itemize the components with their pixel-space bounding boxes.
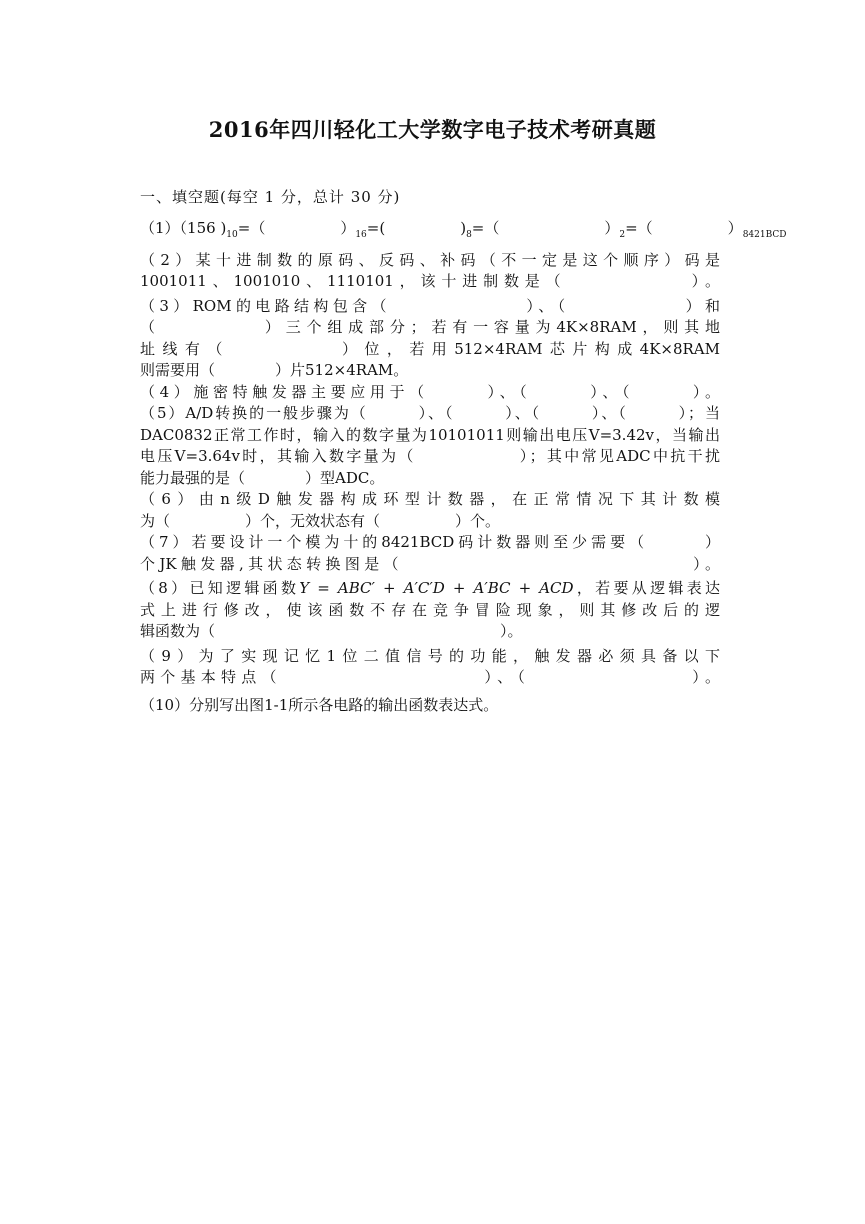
question-line: （5）A/D转换的一般步骤为（ ）、（ ）、（ ）、（ ）；当 — [140, 404, 720, 422]
question-line: 1001011、1001010、1110101，该十进制数是（ ）。 — [140, 272, 720, 290]
question-6 — [140, 489, 720, 532]
question-list — [140, 218, 787, 716]
section-heading: 一、填空题(每空 1 分，总计 30 分) — [140, 188, 401, 206]
question-line: （ ）三个组成部分；若有一容量为4K×8RAM，则其地 — [140, 318, 720, 336]
question-line: （2）某十进制数的原码、反码、补码（不一定是这个顺序）码是 — [140, 250, 720, 269]
question-line: （8）已知逻辑函数Y = ABC′ + A′C′D + A′BC + ACD，若要从逻辑表达 — [140, 579, 720, 597]
question-line: （9）为了实现记忆1位二值信号的功能，触发器必须具备以下 — [140, 646, 720, 665]
question-line: 个JK触发器,其状态转换图是（ ）。 — [140, 554, 720, 573]
page-title: 2016年四川轻化工大学数字电子技术考研真题 — [208, 117, 657, 142]
question-line: 则需要用（ ）片512×4RAM。 — [140, 361, 409, 379]
question-line: （4）施密特触发器主要应用于（ ）、（ ）、（ ）。 — [140, 382, 720, 401]
question-line: 电压V=3.64v时，其输入数字量为（ ）；其中常见ADC中抗干扰 — [140, 447, 720, 465]
question-9 — [140, 646, 720, 689]
question-line: 辑函数为（ ）。 — [140, 622, 523, 640]
question-10 — [140, 695, 720, 717]
question-3 — [140, 296, 720, 382]
question-line: （6）由n级D触发器构成环型计数器，在正常情况下其计数模 — [140, 490, 720, 508]
question-7 — [140, 532, 720, 575]
question-line: 两个基本特点（ ）、（ ）。 — [140, 668, 720, 686]
question-line: （10）分别写出图1-1所示各电路的输出函数表达式。 — [140, 695, 499, 714]
question-line: （3）ROM的电路结构包含（ ）、（ ）和 — [140, 296, 720, 315]
question-1: （1）（156 )$_{10}=$（ ）$_{16}=$( )$_8=$（ ）$_2=$（ ）$_{8421BCD}$ — [140, 219, 787, 240]
question-line: 为（ ）个，无效状态有（ ）个。 — [140, 511, 501, 530]
question-line: （7）若要设计一个模为十的8421BCD码计数器则至少需要（ ） — [140, 533, 720, 551]
question-8 — [140, 578, 720, 643]
question-line: 址线有（ ）位，若用512×4RAM芯片构成4K×8RAM — [140, 339, 720, 358]
question-2 — [140, 250, 720, 293]
logic-equation: Y = ABC′ + A′C′D + A′BC + ACD — [299, 579, 574, 597]
question-line: DAC0832正常工作时，输入的数字量为10101011则输出电压V=3.42v，当输出 — [140, 425, 720, 444]
question-5 — [140, 403, 720, 489]
question-line: 能力最强的是（ ）型ADC。 — [140, 468, 385, 487]
question-line: 式上进行修改，使该函数不存在竞争冒险现象，则其修改后的逻 — [140, 600, 720, 619]
question-4 — [140, 382, 720, 404]
